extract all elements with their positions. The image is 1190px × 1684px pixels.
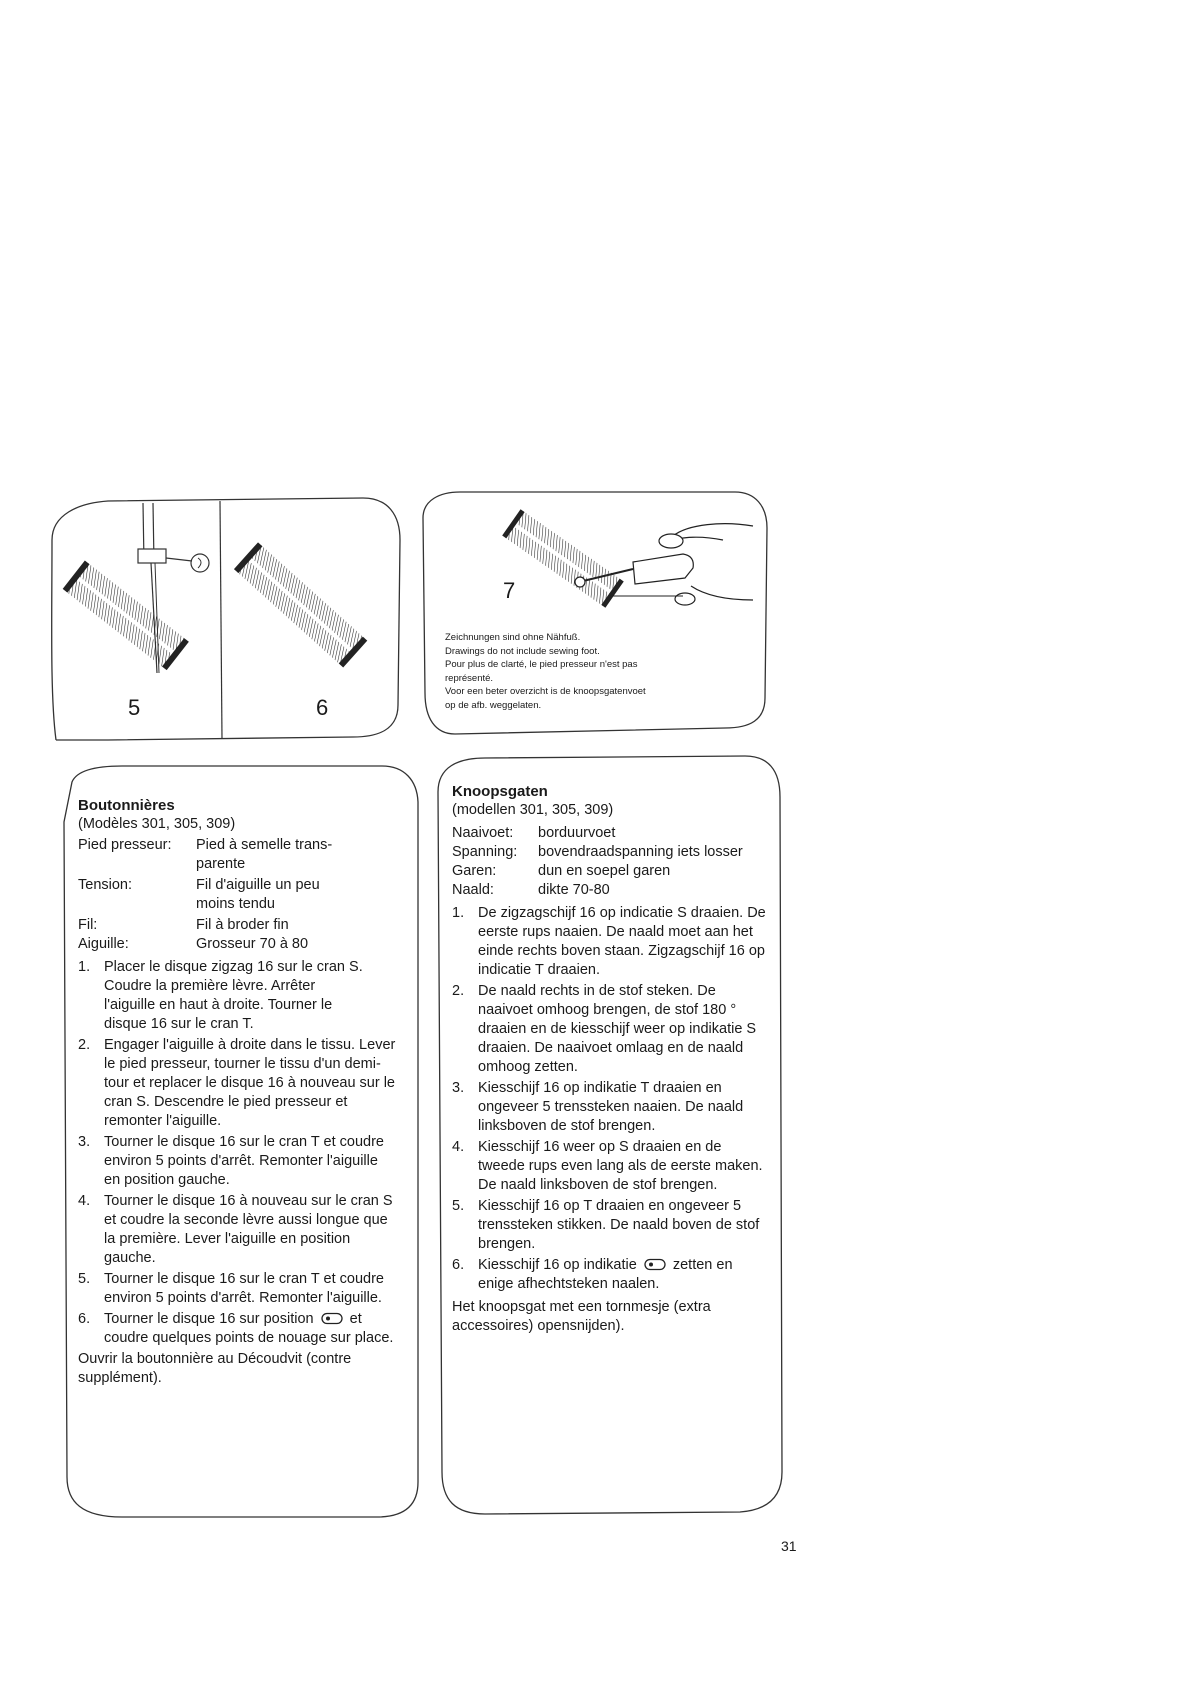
caption-line: Voor een beter overzicht is de knoopsgatenvoet: [445, 686, 646, 697]
spec-row: [452, 843, 770, 862]
step-text: Kiesschijf 16 weer op S draaien en de tweede rups even lang als de eerste maken. De naald linksboven de stof brengen.: [478, 1139, 763, 1193]
french-title: Boutonnières: [78, 797, 175, 814]
step-item: [452, 1256, 770, 1294]
step-item: [452, 1079, 770, 1136]
caption-line: Pour plus de clarté, le pied presseur n'est pas: [445, 659, 638, 670]
step-item: [78, 1133, 408, 1190]
fig7-opening-buttonhole-drawing: [423, 496, 763, 636]
fig5-buttonhole-needle-drawing: [58, 503, 228, 703]
step-number: 5.: [452, 1198, 465, 1214]
step-item: [78, 1270, 408, 1308]
step-text: Tourner le disque 16 sur le cran T et coudre environ 5 points d'arrêt. Remonter l'aiguille.: [104, 1271, 384, 1306]
fig6-number: 6: [316, 695, 329, 720]
step-number: 1.: [452, 905, 465, 921]
step-number: 2.: [78, 1037, 91, 1053]
french-content: [78, 796, 408, 1388]
step-number: 3.: [78, 1134, 91, 1150]
spec-label: Fil:: [78, 917, 98, 933]
spec-row: [452, 881, 770, 900]
caption-line: représenté.: [445, 672, 494, 684]
step-item: [452, 982, 770, 1077]
step-text: Kiesschijf 16 op T draaien en ongeveer 5 trenssteken stikken. De naald boven de stof brengen.: [478, 1198, 760, 1252]
spec-row: [452, 824, 770, 843]
figure-caption: [445, 631, 735, 712]
step-number: 4.: [78, 1193, 91, 1209]
spec-value: dun en soepel garen: [538, 863, 671, 879]
caption-line: op de afb. weggelaten.: [445, 699, 542, 711]
spec-label: Garen:: [452, 863, 497, 879]
buttonhole-position-icon: [644, 1258, 666, 1271]
step-text-before: Kiesschijf 16 op indikatie: [478, 1257, 637, 1273]
spec-row: [78, 935, 408, 954]
step-item: [78, 1192, 408, 1268]
dutch-title: Knoopsgaten: [452, 783, 548, 800]
step-text: Engager l'aiguille à droite dans le tissu. Lever le pied presseur, tourner le tissu d'un demi-tour et replacer le disque 16 à nouveau sur le cran S. Descendre le pied presseur et remonter l'aiguille.: [104, 1037, 396, 1129]
step-text: De naald rechts in de stof steken. De naaivoet omhoog brengen, de stof 180 ° draaien en de kiesschijf weer op indikatie S draaien. De naaivoet omlaag en de naald omhoog zetten.: [478, 983, 757, 1075]
french-models: (Modèles 301, 305, 309): [78, 816, 236, 832]
page-number: 31: [781, 1538, 797, 1554]
buttonhole-position-icon: [321, 1312, 343, 1325]
step-number: 1.: [78, 959, 91, 975]
step-text: Tourner le disque 16 à nouveau sur le cran S et coudre la seconde lèvre aussi longue que la première. Lever l'aiguille en position gauche.: [104, 1193, 393, 1266]
step-item: [78, 1310, 408, 1348]
step-number: 2.: [452, 983, 465, 999]
step-item: [452, 1197, 770, 1254]
french-text-panel: [52, 762, 420, 1522]
spec-value: dikte 70-80: [538, 882, 610, 898]
step-item: [452, 1138, 770, 1195]
spec-row: [78, 836, 408, 874]
step-text-before: Tourner le disque 16 sur position: [104, 1311, 314, 1327]
step-number: 3.: [452, 1080, 465, 1096]
spec-value: Pied à semelle trans-parente: [196, 837, 333, 872]
spec-value: borduurvoet: [538, 825, 616, 841]
fig6-buttonhole-drawing: [226, 525, 396, 725]
spec-label: Pied presseur:: [78, 837, 172, 853]
spec-label: Naald:: [452, 882, 494, 898]
spec-value: Fil d'aiguille un peu moins tendu: [196, 877, 320, 912]
step-text: [478, 1256, 770, 1294]
spec-label: Spanning:: [452, 844, 518, 860]
step-text: Placer le disque zigzag 16 sur le cran S. Coudre la première lèvre. Arrêter l'aiguille en haut à droite. Tourner le disque 16 sur le cran T.: [104, 959, 363, 1032]
figure-7-panel: [415, 488, 770, 736]
dutch-content: [452, 782, 770, 1336]
step-text: Tourner le disque 16 sur le cran T et coudre environ 5 points d'arrêt. Remonter l'aiguille en position gauche.: [104, 1134, 384, 1188]
step-text: Kiesschijf 16 op indikatie T draaien en ongeveer 5 trenssteken naaien. De naald linksboven de stof brengen.: [478, 1080, 744, 1134]
step-item: [78, 958, 408, 1034]
figure-5-6-panel: [48, 495, 403, 745]
spec-row: [78, 916, 408, 935]
caption-line: Drawings do not include sewing foot.: [445, 645, 600, 657]
french-closing: Ouvrir la boutonnière au Découdvit (contre supplément).: [78, 1351, 352, 1386]
spec-value: bovendraadspanning iets losser: [538, 844, 743, 860]
dutch-text-panel: [430, 752, 785, 1522]
spec-value: Fil à broder fin: [196, 917, 289, 933]
spec-row: [452, 862, 770, 881]
step-item: [78, 1036, 408, 1131]
spec-row: [78, 876, 408, 914]
step-number: 5.: [78, 1271, 91, 1287]
caption-line: Zeichnungen sind ohne Nähfuß.: [445, 632, 581, 643]
step-item: [452, 904, 770, 980]
spec-label: Naaivoet:: [452, 825, 514, 841]
step-text-after: et coudre quelques points de nouage sur place.: [104, 1311, 394, 1346]
fig5-number: 5: [128, 695, 141, 720]
step-text-after: zetten en enige afhechtsteken naalen.: [478, 1257, 733, 1292]
dutch-models: (modellen 301, 305, 309): [452, 802, 614, 818]
step-text: De zigzagschijf 16 op indicatie S draaien. De eerste rups naaien. De naald moet aan het einde rechts boven staan. Zigzagschijf 16 op indicatie T draaien.: [478, 905, 766, 978]
step-number: 6.: [78, 1311, 91, 1327]
spec-value: Grosseur 70 à 80: [196, 936, 309, 952]
step-number: 4.: [452, 1139, 465, 1155]
step-number: 6.: [452, 1257, 465, 1273]
spec-label: Tension:: [78, 877, 133, 893]
dutch-closing: Het knoopsgat met een tornmesje (extra accessoires) opensnijden).: [452, 1299, 711, 1334]
fig7-number: 7: [503, 578, 516, 603]
spec-label: Aiguille:: [78, 936, 129, 952]
step-text: [104, 1310, 408, 1348]
